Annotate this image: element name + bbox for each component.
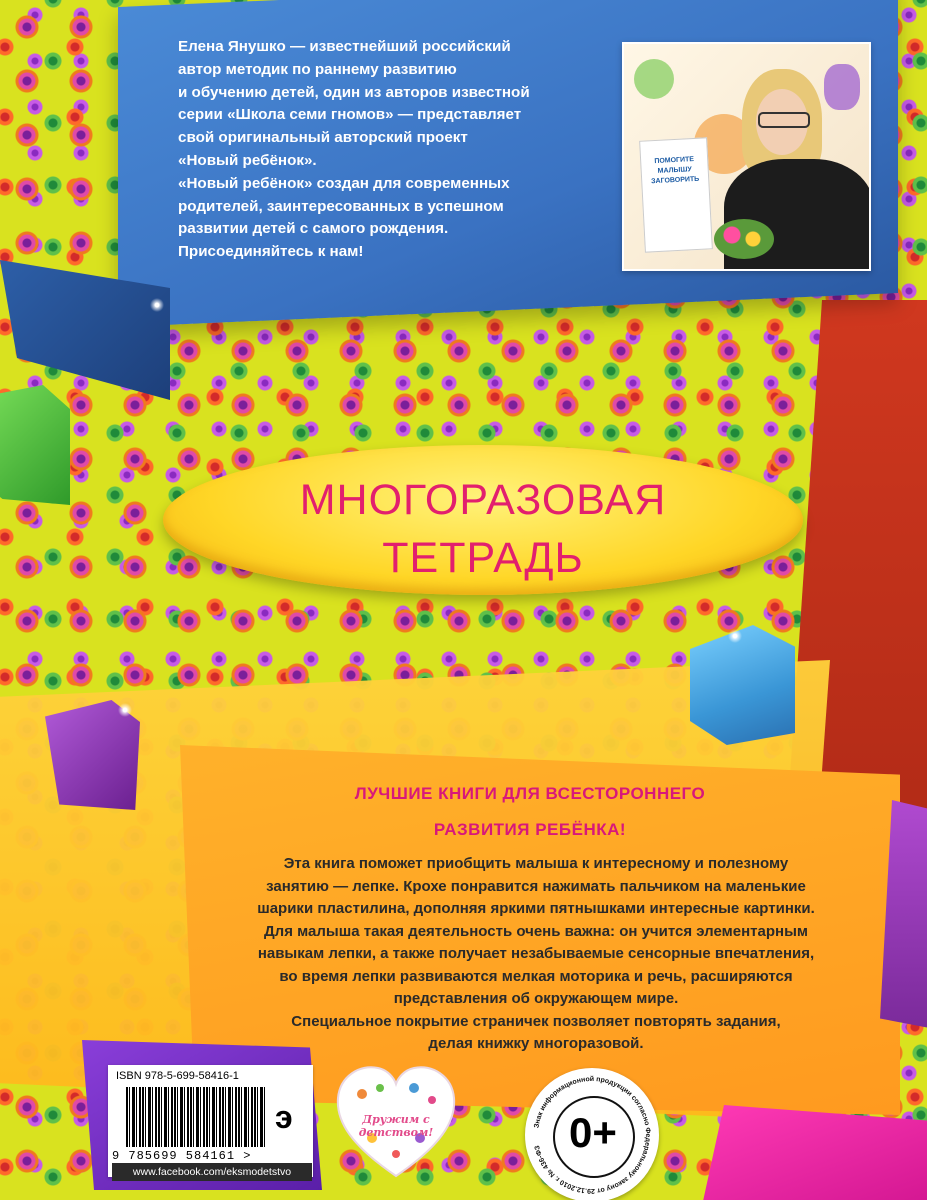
book-in-photo-title: ПОМОГИТЕ МАЛЫШУ ЗАГОВОРИТЬ [651, 156, 700, 186]
eksmo-logo-icon: э [275, 1099, 293, 1135]
description-line: Специальное покрытие страничек позволяет повторять задания, [291, 1012, 781, 1030]
author-photo [622, 42, 871, 271]
facebook-link[interactable]: www.facebook.com/eksmodetstvo [112, 1163, 312, 1181]
bio-line: «Новый ребёнок». [178, 151, 317, 169]
isbn-number: ISBN 978-5-699-58416-1 [116, 1070, 239, 1082]
blue-cube-decor [690, 625, 795, 745]
sparkle-icon [150, 298, 164, 312]
barcode [126, 1087, 266, 1147]
description-line: занятию — лепке. Крохе понравится нажимать пальчиком на маленькие [266, 877, 806, 895]
bio-line: развитии детей с самого рождения. [178, 220, 449, 238]
photo-decoration [824, 64, 860, 110]
promo-headline-1: ЛУЧШИЕ КНИГИ ДЛЯ ВСЕСТОРОННЕГО [354, 784, 706, 803]
bio-line: свой оригинальный авторский проект [178, 129, 468, 147]
description-line: во время лепки развиваются мелкая моторика и речь, расширяются [279, 967, 793, 985]
book-in-photo [639, 137, 713, 252]
pink-cube-decor [700, 1105, 927, 1200]
heart-badge-text: Дружим с детством! [358, 1113, 434, 1139]
author-bio [178, 36, 618, 264]
sparkle-icon [118, 703, 132, 717]
bio-line: автор методик по раннему развитию [178, 60, 457, 78]
book-description [196, 853, 876, 1056]
age-rating-value: 0+ [569, 1109, 617, 1156]
bio-line: и обучению детей, один из авторов известной [178, 83, 530, 101]
bio-line: серии «Школа семи гномов» — представляет [178, 106, 522, 124]
bio-line: Елена Янушко — известнейший российский [178, 38, 511, 55]
description-line: навыкам лепки, а также получает незабываемые сенсорные впечатления, [257, 945, 815, 962]
description-line: Для малыша такая деятельность очень важна: он учится элементарным [264, 922, 808, 940]
flowers-icon [714, 219, 774, 259]
book-title-line-1: МНОГОРАЗОВАЯ [299, 476, 667, 524]
bio-line: Присоединяйтесь к нам! [178, 243, 364, 261]
description-line: представления об окружающем мире. [393, 990, 679, 1007]
description-line: делая книжку многоразовой. [428, 1035, 644, 1052]
bio-line: родителей, заинтересованных в успешном [178, 197, 504, 215]
sparkle-icon [728, 629, 742, 643]
photo-decoration [634, 59, 674, 99]
green-cube-decor [0, 385, 70, 505]
description-line: шарики пластилина, дополняя яркими пятнышками интересные картинки. [257, 900, 815, 917]
isbn-card [108, 1065, 313, 1177]
book-title-line-2: ТЕТРАДЬ [382, 534, 584, 582]
bio-line: «Новый ребёнок» создан для современных [178, 174, 510, 192]
age-ring-label: Знак информационной продукции согласно Федеральному закону от 29.12.2010 г. № 436-ФЗ [533, 1075, 652, 1195]
glasses-icon [758, 112, 810, 128]
description-line: Эта книга поможет приобщить малыша к интересному и полезному [283, 855, 789, 872]
promo-headline-2: РАЗВИТИЯ РЕБЁНКА! [433, 820, 627, 839]
barcode-digits: 9 785699 584161 > [112, 1149, 252, 1163]
